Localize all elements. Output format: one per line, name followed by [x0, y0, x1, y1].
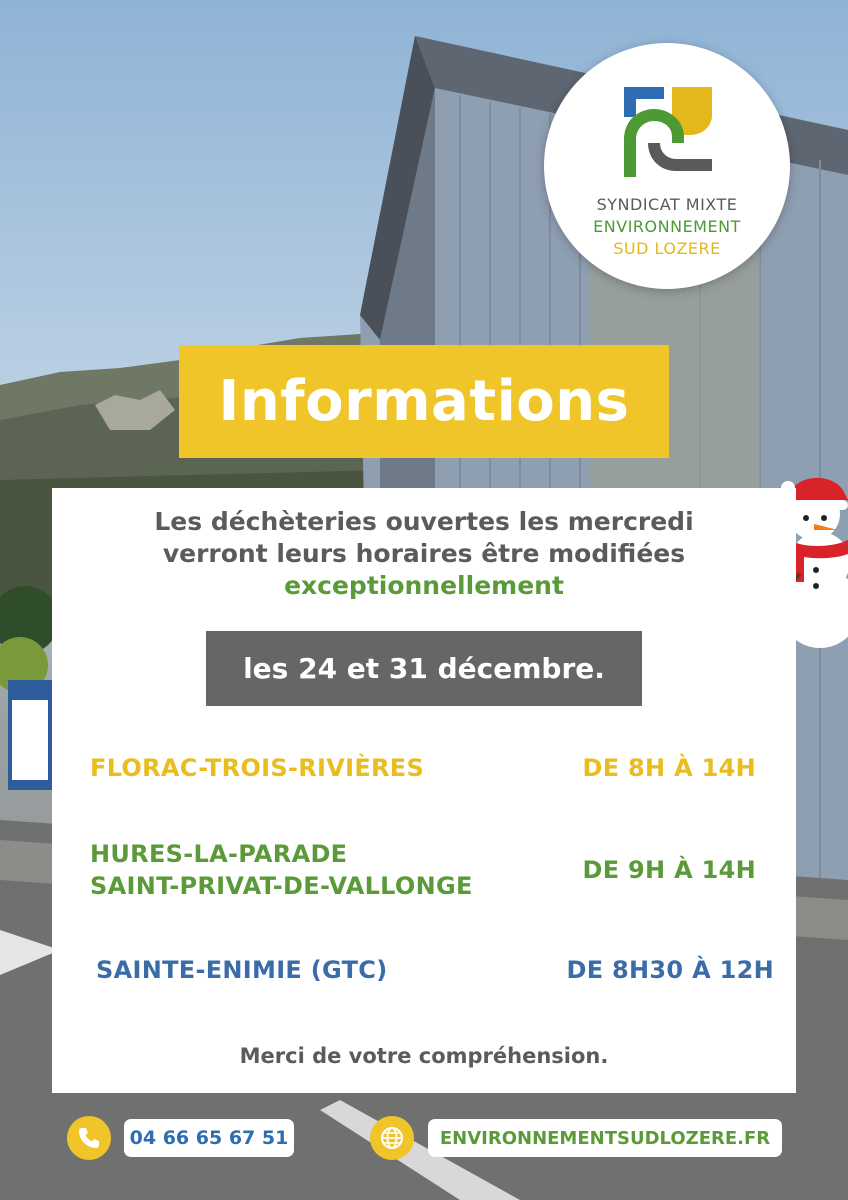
- site-hours: DE 8H À 14H: [582, 754, 756, 782]
- globe-glyph-icon: [379, 1125, 405, 1151]
- site-hours: DE 8H30 À 12H: [566, 956, 774, 984]
- site-name: FLORAC-TROIS-RIVIÈRES: [90, 754, 425, 782]
- dates-banner: [206, 631, 642, 706]
- intro-line-2: verront leurs horaires être modifiées: [162, 539, 686, 568]
- info-panel: [52, 488, 796, 1093]
- title-banner: [179, 345, 669, 458]
- page-title: Informations: [218, 369, 630, 434]
- site-name: SAINTE-ENIMIE (GTC): [96, 956, 388, 984]
- phone-icon[interactable]: [67, 1116, 111, 1160]
- globe-icon[interactable]: [370, 1116, 414, 1160]
- thanks-text: Merci de votre compréhension.: [239, 1044, 609, 1068]
- phone-number[interactable]: 04 66 65 67 51: [124, 1119, 294, 1157]
- dates-text: les 24 et 31 décembre.: [243, 652, 605, 685]
- logo-text-line3: SUD LOZERE: [613, 239, 721, 258]
- logo-text-line1: SYNDICAT MIXTE: [596, 195, 738, 214]
- website-link[interactable]: ENVIRONNEMENTSUDLOZERE.FR: [428, 1119, 782, 1157]
- intro-text: [52, 506, 796, 602]
- site-name: SAINT-PRIVAT-DE-VALLONGE: [90, 872, 473, 900]
- organization-logo: [544, 43, 790, 289]
- phone-glyph-icon: [77, 1126, 101, 1150]
- intro-line-3: exceptionnellement: [284, 571, 564, 600]
- logo-mark-icon: [618, 81, 716, 179]
- logo-text-line2: ENVIRONNEMENT: [593, 217, 741, 236]
- site-hours: DE 9H À 14H: [582, 856, 756, 884]
- intro-line-1: Les déchèteries ouvertes les mercredi: [154, 507, 694, 536]
- site-name: HURES-LA-PARADE: [90, 840, 348, 868]
